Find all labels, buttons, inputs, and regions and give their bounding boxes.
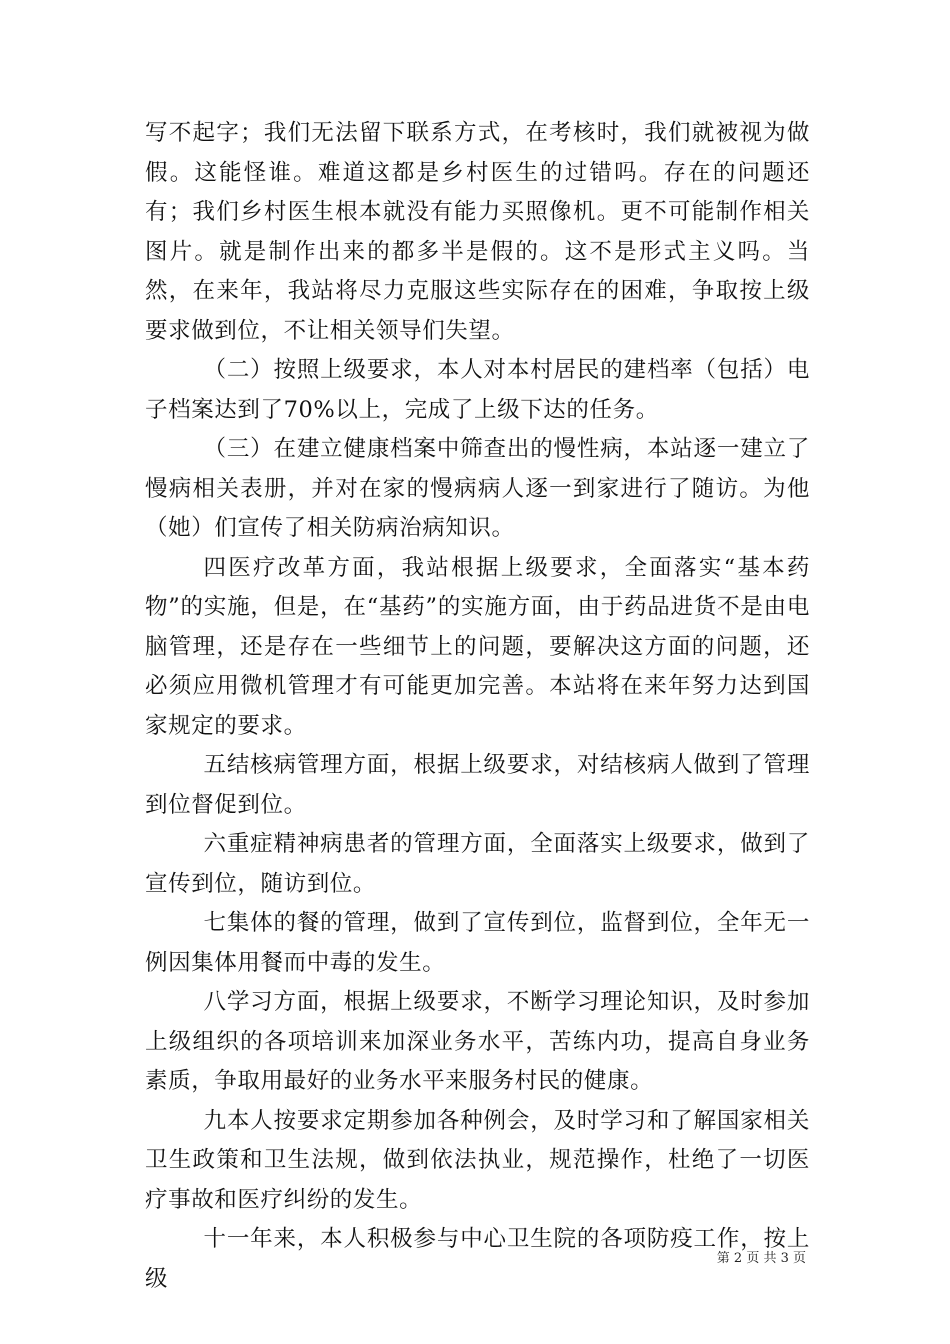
paragraph-tuberculosis: 五结核病管理方面，根据上级要求，对结核病人做到了管理到位督促到位。: [145, 752, 810, 818]
paragraph-study: 八学习方面，根据上级要求，不断学习理论知识，及时参加上级组织的各项培训来加深业务水平，苦练内功，提高自身业务素质，争取用最好的业务水平来服务村民的健康。: [145, 989, 810, 1094]
paragraph-mental-illness: 六重症精神病患者的管理方面，全面落实上级要求，做到了宣传到位，随访到位。: [145, 831, 810, 897]
paragraph-record-rate: （二）按照上级要求，本人对本村居民的建档率（包括）电子档案达到了70%以上，完成了上级下达的任务。: [145, 357, 810, 423]
document-body: [145, 114, 810, 1299]
paragraph-meetings: 九本人按要求定期参加各种例会，及时学习和了解国家相关卫生政策和卫生法规，做到依法执业，规范操作，杜绝了一切医疗事故和医疗纠纷的发生。: [145, 1107, 810, 1213]
paragraph-continuation: 写不起字；我们无法留下联系方式，在考核时，我们就被视为做假。这能怪谁。难道这都是乡村医生的过错吗。存在的问题还有；我们乡村医生根本就没有能力买照像机。更不可能制作相关图片。就是制作出来的都多半是假的。这不是形式主义吗。当然，在来年，我站将尽力克服这些实际存在的困难，争取按上级要求做到位，不让相关领导们失望。: [145, 120, 810, 344]
paragraph-chronic-disease: （三）在建立健康档案中筛查出的慢性病，本站逐一建立了慢病相关表册，并对在家的慢病病人逐一到家进行了随访。为他（她）们宣传了相关防病治病知识。: [145, 436, 810, 541]
paragraph-medical-reform: 四医疗改革方面，我站根据上级要求，全面落实“基本药物”的实施，但是，在“基药”的实施方面，由于药品进货不是由电脑管理，还是存在一些细节上的问题，要解决这方面的问题，还必须应用微机管理才有可能更加完善。本站将在来年努力达到国家规定的要求。: [145, 554, 810, 739]
paragraph-group-dining: 七集体的餐的管理，做到了宣传到位，监督到位，全年无一例因集体用餐而中毒的发生。: [145, 910, 810, 976]
paragraph-epidemic-prevention: 十一年来，本人积极参与中心卫生院的各项防疫工作，按上级: [145, 1226, 810, 1292]
page-number-footer: 第 2 页 共 3 页: [716, 1251, 806, 1266]
